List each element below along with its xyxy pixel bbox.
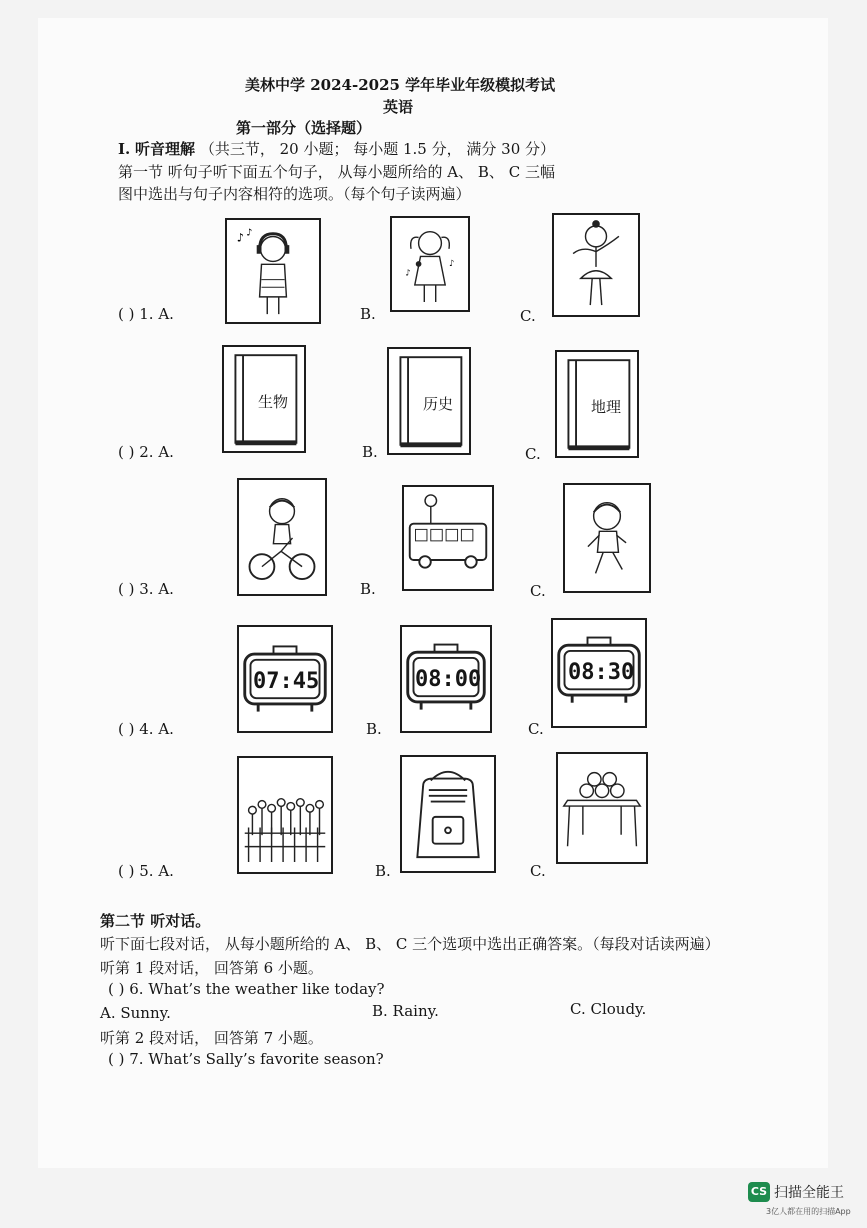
girl-listening-music-icon: [227, 220, 319, 322]
q4-option-b-label: B.: [366, 720, 382, 738]
dialog-1-intro: 听第 1 段对话， 回答第 6 小题。: [100, 959, 323, 977]
q2-option-a-book-title: 生物: [258, 393, 289, 411]
scanner-watermark: [748, 1178, 858, 1226]
q1-option-a-image: [225, 218, 321, 324]
q5-option-c-image: [556, 752, 648, 864]
question-3-stem: ( ) 3. A.: [118, 580, 174, 598]
q6-option-c: C. Cloudy.: [570, 1000, 647, 1018]
section1-detail: （共三节， 20 小题； 每小题 1.5 分， 满分 30 分）: [199, 140, 556, 158]
q1-option-c-image: [552, 213, 640, 317]
q4-option-c-clock: [551, 618, 647, 728]
schoolbag-icon: [402, 757, 494, 871]
section1-instruction-2: 图中选出与句子内容相符的选项。（每个句子读两遍）: [118, 185, 471, 203]
apples-on-table-icon: [558, 754, 646, 862]
q2-option-b-book: [387, 347, 471, 455]
question-6-stem: ( ) 6. What’s the weather like today?: [108, 980, 385, 998]
q6-option-a: A. Sunny.: [100, 1004, 171, 1022]
section1-title: 听音理解: [135, 140, 196, 158]
question-7-stem: ( ) 7. What’s Sally’s favorite season?: [108, 1050, 384, 1068]
q1-option-b-label: B.: [360, 305, 376, 323]
svg-text:♪: ♪: [449, 258, 455, 269]
section1-number: I.: [118, 140, 131, 158]
q5-option-b-image: [400, 755, 496, 873]
camscanner-logo: CS: [748, 1182, 770, 1202]
section2-instruction: 听下面七段对话， 从每小题所给的 A、 B、 C 三个选项中选出正确答案。（每段对话读两遍）: [100, 935, 720, 953]
boy-walking-icon: [565, 485, 649, 591]
q2-option-b-label: B.: [362, 443, 378, 461]
q2-option-c-book-title: 地理: [591, 398, 622, 416]
q2-option-a-book: [222, 345, 306, 453]
q4-option-b-time: 08:00: [415, 667, 482, 692]
q3-option-a-image: [237, 478, 327, 596]
girl-dancing-ballet-icon: [554, 215, 638, 315]
q5-option-a-image: [237, 756, 333, 874]
question-1-stem: ( ) 1. A.: [118, 305, 174, 323]
svg-text:♪: ♪: [236, 230, 244, 245]
question-2-stem: ( ) 2. A.: [118, 443, 174, 461]
q4-option-b-clock: [400, 625, 492, 733]
q3-option-b-label: B.: [360, 580, 376, 598]
section2-heading: 第二节 听对话。: [100, 912, 211, 930]
q3-option-b-image: [402, 485, 494, 591]
camscanner-name: 扫描全能王: [774, 1185, 844, 1201]
q4-option-a-time: 07:45: [253, 669, 320, 694]
q2-option-b-book-title: 历史: [423, 395, 454, 413]
camscanner-tagline: 3亿人都在用的扫描App: [766, 1207, 851, 1216]
section1-heading: [118, 138, 555, 159]
q6-option-b: B. Rainy.: [372, 1002, 439, 1020]
flowers-fence-icon: [239, 758, 331, 872]
question-5-stem: ( ) 5. A.: [118, 862, 174, 880]
q3-option-c-label: C.: [530, 582, 546, 600]
q1-option-c-label: C.: [520, 307, 536, 325]
exam-title: 美林中学 2024-2025 学年毕业年级模拟考试: [245, 76, 556, 94]
q4-option-a-clock: [237, 625, 333, 733]
q2-option-c-label: C.: [525, 445, 541, 463]
part-title: 第一部分（选择题）: [236, 119, 372, 137]
girl-singing-icon: [392, 218, 468, 310]
q5-option-b-label: B.: [375, 862, 391, 880]
q2-option-c-book: [555, 350, 639, 458]
svg-text:♪: ♪: [246, 227, 253, 239]
q3-option-c-image: [563, 483, 651, 593]
q4-option-c-time: 08:30: [568, 660, 635, 685]
q5-option-c-label: C.: [530, 862, 546, 880]
section1-instruction-1: 第一节 听句子听下面五个句子， 从每小题所给的 A、 B、 C 三幅: [118, 163, 555, 181]
q1-option-b-image: [390, 216, 470, 312]
dialog-2-intro: 听第 2 段对话， 回答第 7 小题。: [100, 1029, 323, 1047]
q4-option-c-label: C.: [528, 720, 544, 738]
question-4-stem: ( ) 4. A.: [118, 720, 174, 738]
svg-text:♪: ♪: [405, 268, 411, 279]
boy-riding-bike-icon: [239, 480, 325, 594]
bus-icon: [404, 487, 492, 589]
subject-title: 英语: [383, 98, 414, 116]
